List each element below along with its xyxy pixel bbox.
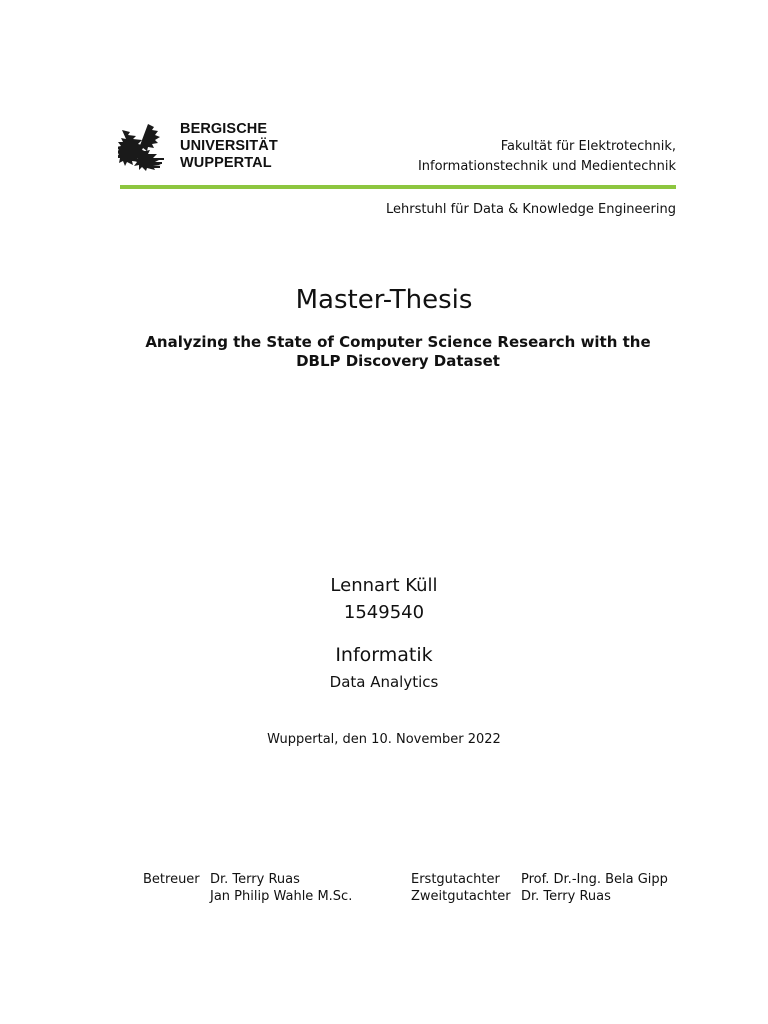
faculty-line-2: Informationstechnik und Medientechnik bbox=[417, 159, 676, 174]
supervisor-names bbox=[210, 871, 352, 905]
university-logo bbox=[118, 120, 318, 176]
thesis-subtitle bbox=[120, 333, 676, 371]
document-title: Master-Thesis bbox=[295, 285, 473, 315]
author-name: Lennart Küll bbox=[330, 575, 438, 596]
second-reviewer-label: Zweitgutachter bbox=[411, 889, 511, 904]
faculty-line-1: Fakultät für Elektrotechnik, bbox=[500, 139, 676, 154]
first-reviewer-label: Erstgutachter bbox=[411, 872, 500, 887]
subtitle-line-2: DBLP Discovery Dataset bbox=[296, 352, 500, 370]
supervisor-label: Betreuer bbox=[143, 872, 200, 887]
chair-name: Lehrstuhl für Data & Knowledge Engineering bbox=[385, 202, 676, 217]
first-reviewer: Prof. Dr.-Ing. Bela Gipp bbox=[521, 872, 668, 887]
study-program: Informatik bbox=[335, 644, 433, 666]
submission-date: Wuppertal, den 10. November 2022 bbox=[267, 732, 501, 747]
specialization: Data Analytics bbox=[329, 673, 439, 691]
subtitle-line-1: Analyzing the State of Computer Science Research with the bbox=[145, 333, 651, 351]
header-divider bbox=[120, 185, 676, 189]
logo-line-1: BERGISCHE bbox=[180, 121, 268, 137]
logo-line-2: UNIVERSITÄT bbox=[180, 138, 278, 154]
reviewer-names bbox=[521, 871, 668, 905]
reviewer-labels bbox=[411, 871, 511, 905]
supervisor-label-column bbox=[143, 871, 200, 888]
supervisor-2: Jan Philip Wahle M.Sc. bbox=[210, 889, 353, 904]
logo-wordmark bbox=[180, 121, 278, 172]
logo-line-3: WUPPERTAL bbox=[180, 155, 272, 171]
faculty-name bbox=[418, 137, 676, 177]
wuppertal-lion-icon bbox=[118, 122, 168, 172]
supervisor-1: Dr. Terry Ruas bbox=[210, 872, 300, 887]
second-reviewer: Dr. Terry Ruas bbox=[521, 889, 611, 904]
matriculation-number: 1549540 bbox=[343, 602, 425, 623]
